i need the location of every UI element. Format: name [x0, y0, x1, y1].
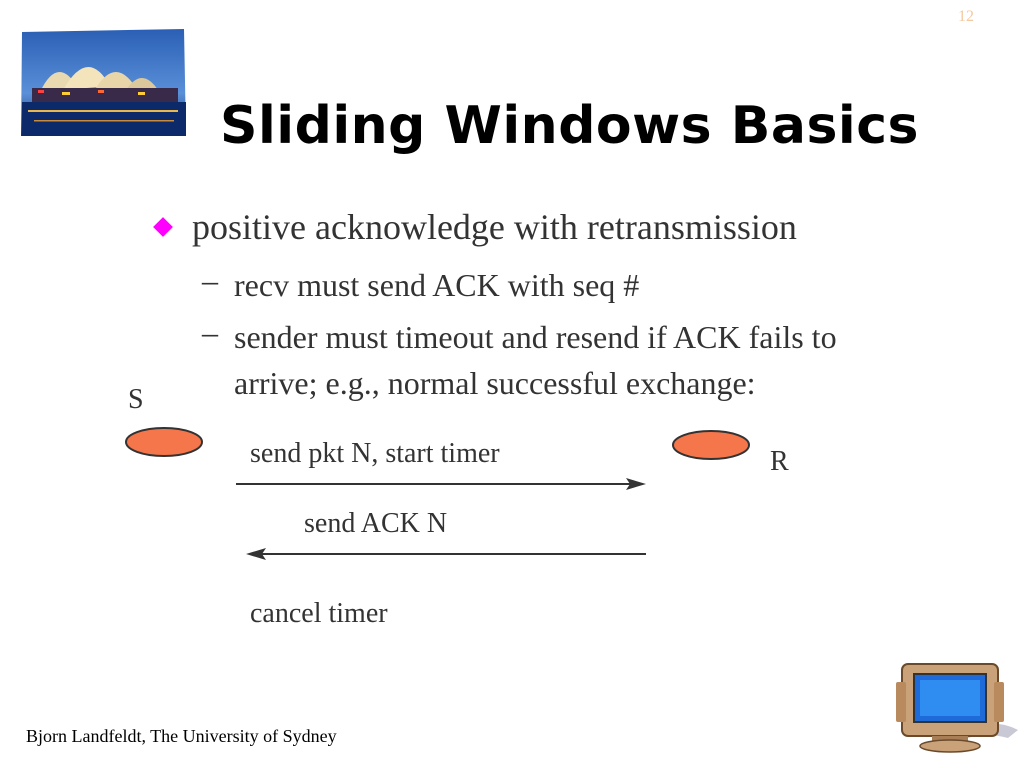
computer-monitor-icon [896, 658, 1020, 754]
footer-credit: Bjorn Landfeldt, The University of Sydney [26, 726, 337, 746]
message-send-ack: send ACK N [304, 508, 448, 539]
message-cancel-timer: cancel timer [250, 598, 388, 629]
subbullet-text-line-1: sender must timeout and resend if ACK fails to [234, 319, 837, 355]
sender-label: S [128, 384, 144, 415]
subbullet-dash: – [202, 262, 218, 298]
slide-number: 12 [958, 8, 974, 25]
bullet-text: positive acknowledge with retransmission [192, 207, 797, 247]
slide-title: Sliding Windows Basics [220, 96, 920, 156]
sydney-opera-house-logo [18, 26, 188, 138]
receiver-node [673, 431, 749, 459]
forward-arrow-head [626, 478, 646, 490]
message-send-pkt: send pkt N, start timer [250, 438, 500, 469]
subbullet-text-line-2: arrive; e.g., normal successful exchange: [234, 365, 756, 401]
bullet-diamond-icon [153, 217, 173, 237]
subbullet-dash: – [202, 314, 218, 350]
receiver-label: R [770, 446, 789, 477]
return-arrow-head [246, 548, 266, 560]
subbullet-text: recv must send ACK with seq # [234, 267, 640, 303]
sender-node [126, 428, 202, 456]
